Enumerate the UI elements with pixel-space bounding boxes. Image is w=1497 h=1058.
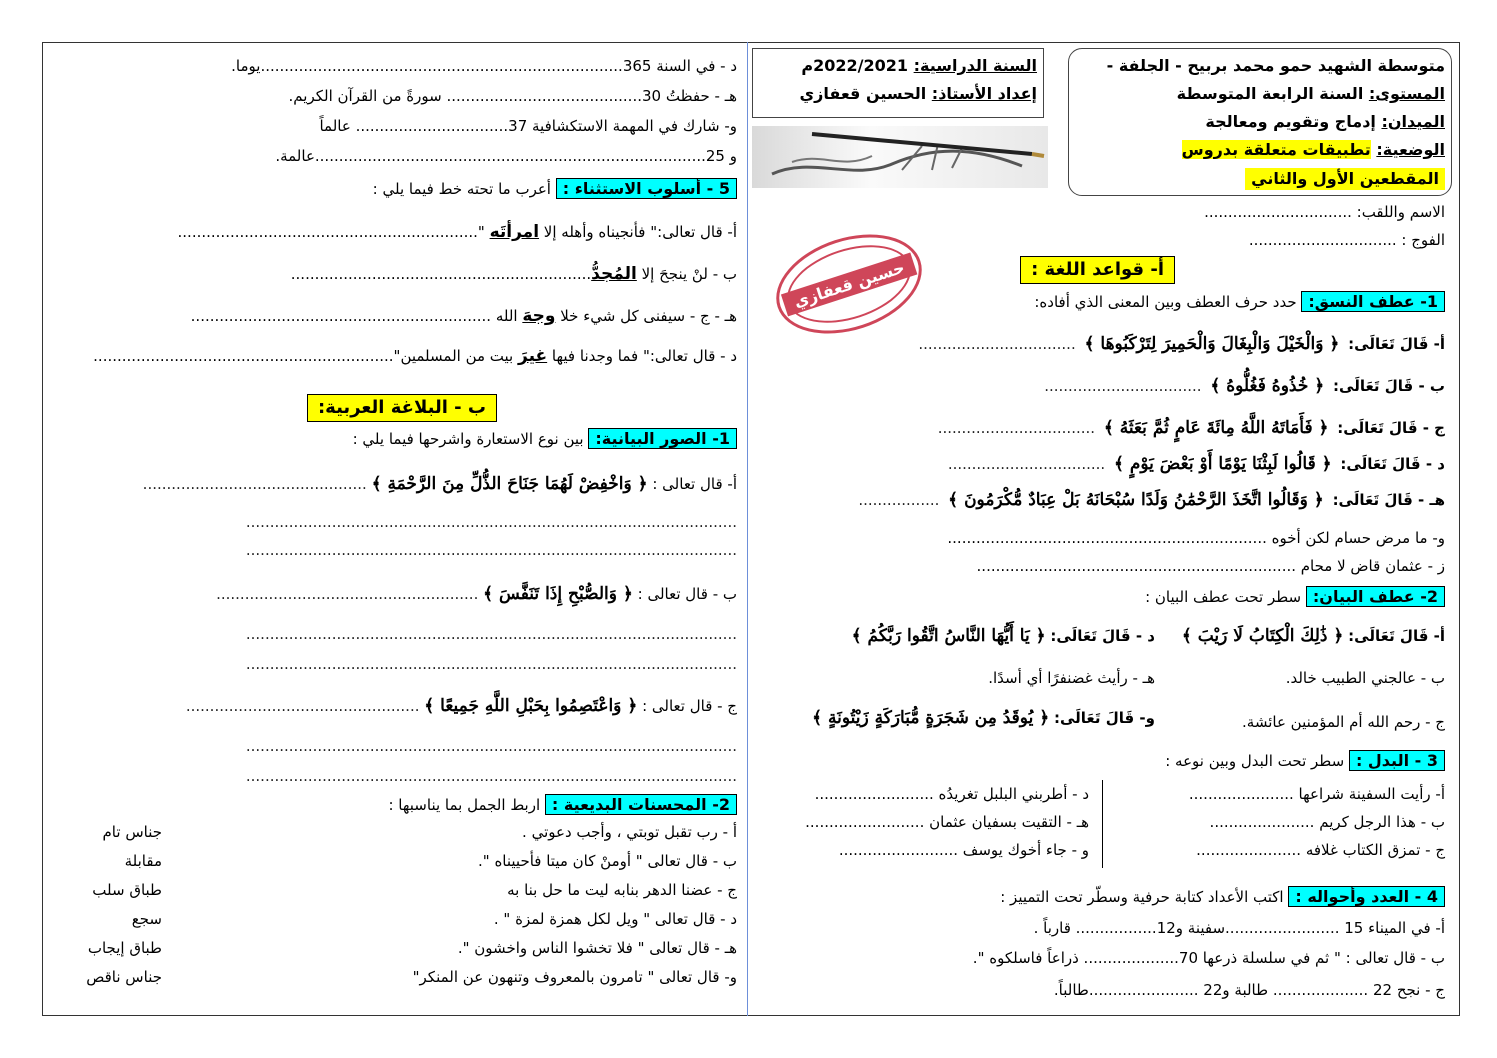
atf-item [938, 418, 1445, 438]
answer-dots: ................................. [918, 335, 1076, 353]
answer-line: ....................................................................................................... [245, 625, 737, 643]
answer-dots: ................. [858, 491, 940, 509]
metaphor-item-c: ج - قال تعالى : ﴿ وَاعْتَصِمُوا بِحَبْلِ اللَّهِ جَمِيعًا ﴾ ................................................. [185, 696, 737, 716]
metaphor-a-verse: ﴿ وَاخْفِضْ لَهُمَا جَنَاحَ الذُّلِّ مِنَ الرَّحْمَةِ ﴾ [371, 474, 648, 494]
situation-line: الوضعية: تطبيقات متعلقة بدروس [1181, 140, 1445, 159]
istithna-item [93, 346, 737, 366]
badal-header: 3 - البدل : سطر تحت البدل وبين نوعه : [1165, 750, 1445, 772]
adad-item-b: ب - قال تعالى : " ثم في سلسلة ذرعها 70.................... ذراعاً فاسلكوه ". [972, 949, 1445, 967]
underlined-word: غيرَ [518, 346, 548, 366]
atf-item [948, 454, 1445, 474]
bayan-d-verse: ﴿ يَا أَيُّهَا النَّاسُ اتَّقُوا رَبَّكُمُ ﴾ [851, 626, 1046, 646]
atf-item-z: ز - عثمان قاض لا محام ................................................................... [976, 557, 1445, 575]
istithna-text: الله ............................................................... [190, 307, 523, 325]
quran-verse-text: قَالُوا لَبِثْنَا يَوْمًا أَوْ بَعْضَ يَوْمٍ [1129, 454, 1316, 474]
badie-sentence: و- قال تعالى " تامرون بالمعروف وتنهون عن المنكر" [412, 968, 737, 986]
number-item-h: هـ - حفظتُ 30......................................... سورةً من القرآن الكريم. [288, 87, 737, 105]
teacher-line: إعداد الأستاذ: الحسين قعفازي [799, 84, 1037, 103]
atf-item [918, 334, 1445, 354]
istithna-text: "............................................................... [177, 223, 490, 241]
school-year: السنة الدراسية: 2022/2021م [801, 56, 1037, 75]
number-item-w2: و 25..................................................................................عالمة. [275, 147, 737, 165]
istithna-text: ............................................................... [290, 265, 592, 283]
bayan-item-a: أ- قَالَ تَعَالَى: ﴿ ذَٰلِكَ الْكِتَابُ لَا رَيْبَ ﴾ [1181, 626, 1445, 646]
badal-divider [1102, 780, 1103, 868]
calligraphy-image [752, 126, 1048, 188]
answer-line: ....................................................................................................... [245, 737, 737, 755]
badie-header: 2- المحسنات البديعية : اربط الجمل بما يناسبها : [388, 794, 737, 816]
answer-line: ....................................................................................................... [245, 541, 737, 559]
adad-item-a: أ- في الميناء 15 ........................سفينة و12................. قارباً . [1033, 919, 1445, 937]
badal-item: و - جاء أخوك يوسف ......................... [838, 841, 1089, 859]
balagha-section-title: ب - البلاغة العربية: [307, 394, 497, 422]
atf-item-label: ج - قَالَ تَعَالَى: [1337, 419, 1445, 437]
istithna-item [191, 306, 737, 326]
underlined-word: وجهَ [522, 306, 556, 326]
badie-sentence: أ - رب تقبل توبتي ، وأجب دعوتي . [522, 823, 737, 841]
atf-nasaq-header: 1- عطف النسق: حدد حرف العطف وبين المعنى الذي أفاده: [1034, 291, 1445, 313]
metaphor-b-verse: ﴿ وَالصُّبْحِ إِذَا تَنَفَّسَ ﴾ [483, 584, 633, 604]
quran-verse: ﴿ قَالُوا لَبِثْنَا يَوْمًا أَوْ بَعْضَ يَوْمٍ ﴾ [1113, 454, 1332, 474]
school-name: متوسطة الشهيد حمو محمد بربيح - الجلفة - [1106, 56, 1445, 75]
bayan-w-verse: ﴿ يُوقَدُ مِن شَجَرَةٍ مُّبَارَكَةٍ زَيْتُونَةٍ ﴾ [812, 708, 1050, 728]
istithna-text: هـ - ج - سيفنى كل شيء خلا [555, 307, 737, 325]
student-name-field[interactable]: الاسم واللقب: ............................... [1204, 203, 1445, 221]
quran-verse-text: وَقَالُوا اتَّخَذَ الرَّحْمَٰنُ وَلَدًا سُبْحَانَهُ بَلْ عِبَادٌ مُّكْرَمُونَ [964, 490, 1308, 510]
quran-verse: ﴿ وَالْخَيْلَ وَالْبِغَالَ وَالْحَمِيرَ لِتَرْكَبُوهَا ﴾ [1084, 334, 1340, 354]
atf-item-w: و- ما مرض حسام لكن أخوه ................................................................... [947, 529, 1445, 547]
bayan-item-d: د - قَالَ تَعَالَى: ﴿ يَا أَيُّهَا النَّاسُ اتَّقُوا رَبَّكُمُ ﴾ [851, 626, 1155, 646]
istithna-item [178, 222, 737, 242]
answer-line: ....................................................................................................... [245, 655, 737, 673]
badie-sentence: هـ - قال تعالى " فلا تخشوا الناس واخشون ". [457, 939, 737, 957]
badal-item: ج - تمزق الكتاب غلافه ...................... [1196, 841, 1445, 859]
bayan-item-w: و- قَالَ تَعَالَى: ﴿ يُوقَدُ مِن شَجَرَةٍ مُّبَارَكَةٍ زَيْتُونَةٍ ﴾ [812, 708, 1155, 728]
quran-verse-text: وَالْخَيْلَ وَالْبِغَالَ وَالْحَمِيرَ لِتَرْكَبُوهَا [1100, 334, 1324, 354]
metaphor-item-b: ب - قال تعالى : ﴿ وَالصُّبْحِ إِذَا تَنَفَّسَ ﴾ ....................................................... [216, 584, 737, 604]
badal-item: أ- رأيت السفينة شراعها ...................... [1188, 785, 1445, 803]
quran-verse-text: فَأَمَاتَهُ اللَّهُ مِائَةَ عَامٍ ثُمَّ بَعَثَهُ [1119, 418, 1313, 438]
badie-option: طباق إيجاب [87, 939, 162, 957]
answer-line: ....................................................................................................... [245, 513, 737, 531]
badie-sentence: ج - عضنا الدهر بنابه ليت ما حل بنا به [507, 881, 737, 899]
answer-dots: ................................. [1044, 377, 1202, 395]
adad-item-c: ج - نجح 22 .................... طالبة و22 .......................طالباً. [1053, 981, 1445, 999]
badie-option: جناس ناقص [86, 968, 162, 986]
bayan-item-b: ب - عالجني الطبيب خالد. [1285, 669, 1445, 687]
badie-sentence: د - قال تعالى " ويل لكل همزة لمزة " . [493, 910, 737, 928]
atf-item [858, 490, 1445, 510]
istithna-text: بيت من المسلمين"............................................................... [93, 347, 519, 365]
bayan-a-verse: ﴿ ذَٰلِكَ الْكِتَابُ لَا رَيْبَ ﴾ [1181, 626, 1344, 646]
bayan-item-c: ج - رحم الله أم المؤمنين عائشة. [1242, 713, 1445, 731]
istithna-header: 5 - أسلوب الاستثناء : أعرب ما تحته خط فيما يلي : [373, 178, 737, 200]
answer-dots: ................................. [947, 455, 1106, 473]
atf-bayan-header: 2- عطف البيان: سطر تحت عطف البيان : [1145, 586, 1445, 608]
atf-item-label: ب - قَالَ تَعَالَى: [1333, 377, 1445, 395]
badie-option: سجع [131, 910, 162, 928]
underlined-word: امرأتَه [489, 222, 540, 242]
bayan-images-header: 1- الصور البيانية: بين نوع الاستعارة واشرحها فيما يلي : [353, 428, 737, 450]
group-field[interactable]: الفوج : ............................... [1248, 231, 1445, 249]
atf-item-label: أ- قَالَ تَعَالَى: [1348, 335, 1445, 353]
field-line: الميدان: إدماج وتقويم ومعالجة [1205, 112, 1445, 131]
metaphor-c-verse: ﴿ وَاعْتَصِمُوا بِحَبْلِ اللَّهِ جَمِيعًا ﴾ [424, 696, 638, 716]
badal-item: د - أطربني البلبل تغريدُه ......................... [814, 785, 1089, 803]
answer-line: ....................................................................................................... [245, 767, 737, 785]
quran-verse-text: خُذُوهُ فَغُلُّوهُ [1226, 376, 1309, 396]
quran-verse: ﴿ وَقَالُوا اتَّخَذَ الرَّحْمَٰنُ وَلَدًا سُبْحَانَهُ بَلْ عِبَادٌ مُّكْرَمُونَ ﴾ [948, 490, 1324, 510]
level-line: المستوى: السنة الرابعة المتوسطة [1176, 84, 1445, 103]
atf-item-label: د - قَالَ تَعَالَى: [1340, 455, 1445, 473]
atf-item-label: هـ - قَالَ تَعَالَى: [1332, 491, 1445, 509]
badal-item: هـ - التقيت بسفيان عثمان ......................... [805, 813, 1089, 831]
grammar-section-title: أ- قواعد اللغة : [1020, 256, 1175, 284]
badie-option: مقابلة [124, 852, 162, 870]
istithna-text: أ- قال تعالى:" فأنجيناه وأهله إلا [539, 223, 737, 241]
badie-option: طباق سلب [92, 881, 162, 899]
atf-item [1044, 376, 1445, 396]
metaphor-item-a: أ- قال تعالى : ﴿ وَاخْفِضْ لَهُمَا جَنَاحَ الذُّلِّ مِنَ الرَّحْمَةِ ﴾ ............................................... [142, 474, 737, 494]
column-divider [747, 42, 748, 1016]
istithna-text: د - قال تعالى:" فما وجدنا فيها [547, 347, 737, 365]
istithna-text: ب - لنْ ينجحَ إلا [636, 265, 737, 283]
badie-sentence: ب - قال تعالى " أومنْ كان ميتا فأحييناه ". [478, 852, 737, 870]
underlined-word: المُجدُّ [591, 264, 637, 284]
situation-line-2: المقطعين الأول والثاني [1245, 168, 1445, 190]
adad-header: 4 - العدد وأحواله : اكتب الأعداد كتابة حرفية وسطّر تحت التمييز : [1000, 886, 1445, 908]
number-item-w: و- شارك في المهمة الاستكشافية 37................................ عالماً [319, 117, 737, 135]
istithna-item [291, 264, 737, 284]
quran-verse: ﴿ خُذُوهُ فَغُلُّوهُ ﴾ [1210, 376, 1325, 396]
quran-verse: ﴿ فَأَمَاتَهُ اللَّهُ مِائَةَ عَامٍ ثُمَّ بَعَثَهُ ﴾ [1103, 418, 1329, 438]
teacher-stamp: حسين قعفازي [763, 217, 934, 351]
badal-item: ب - هذا الرجل كريم ...................... [1209, 813, 1445, 831]
badie-option: جناس تام [102, 823, 162, 841]
number-item-d: د - في السنة 365............................................................................يوما. [231, 57, 737, 75]
answer-dots: ................................. [937, 419, 1096, 437]
bayan-item-h: هـ - رأيث غضنفرًا أي أسدًا. [988, 669, 1155, 687]
